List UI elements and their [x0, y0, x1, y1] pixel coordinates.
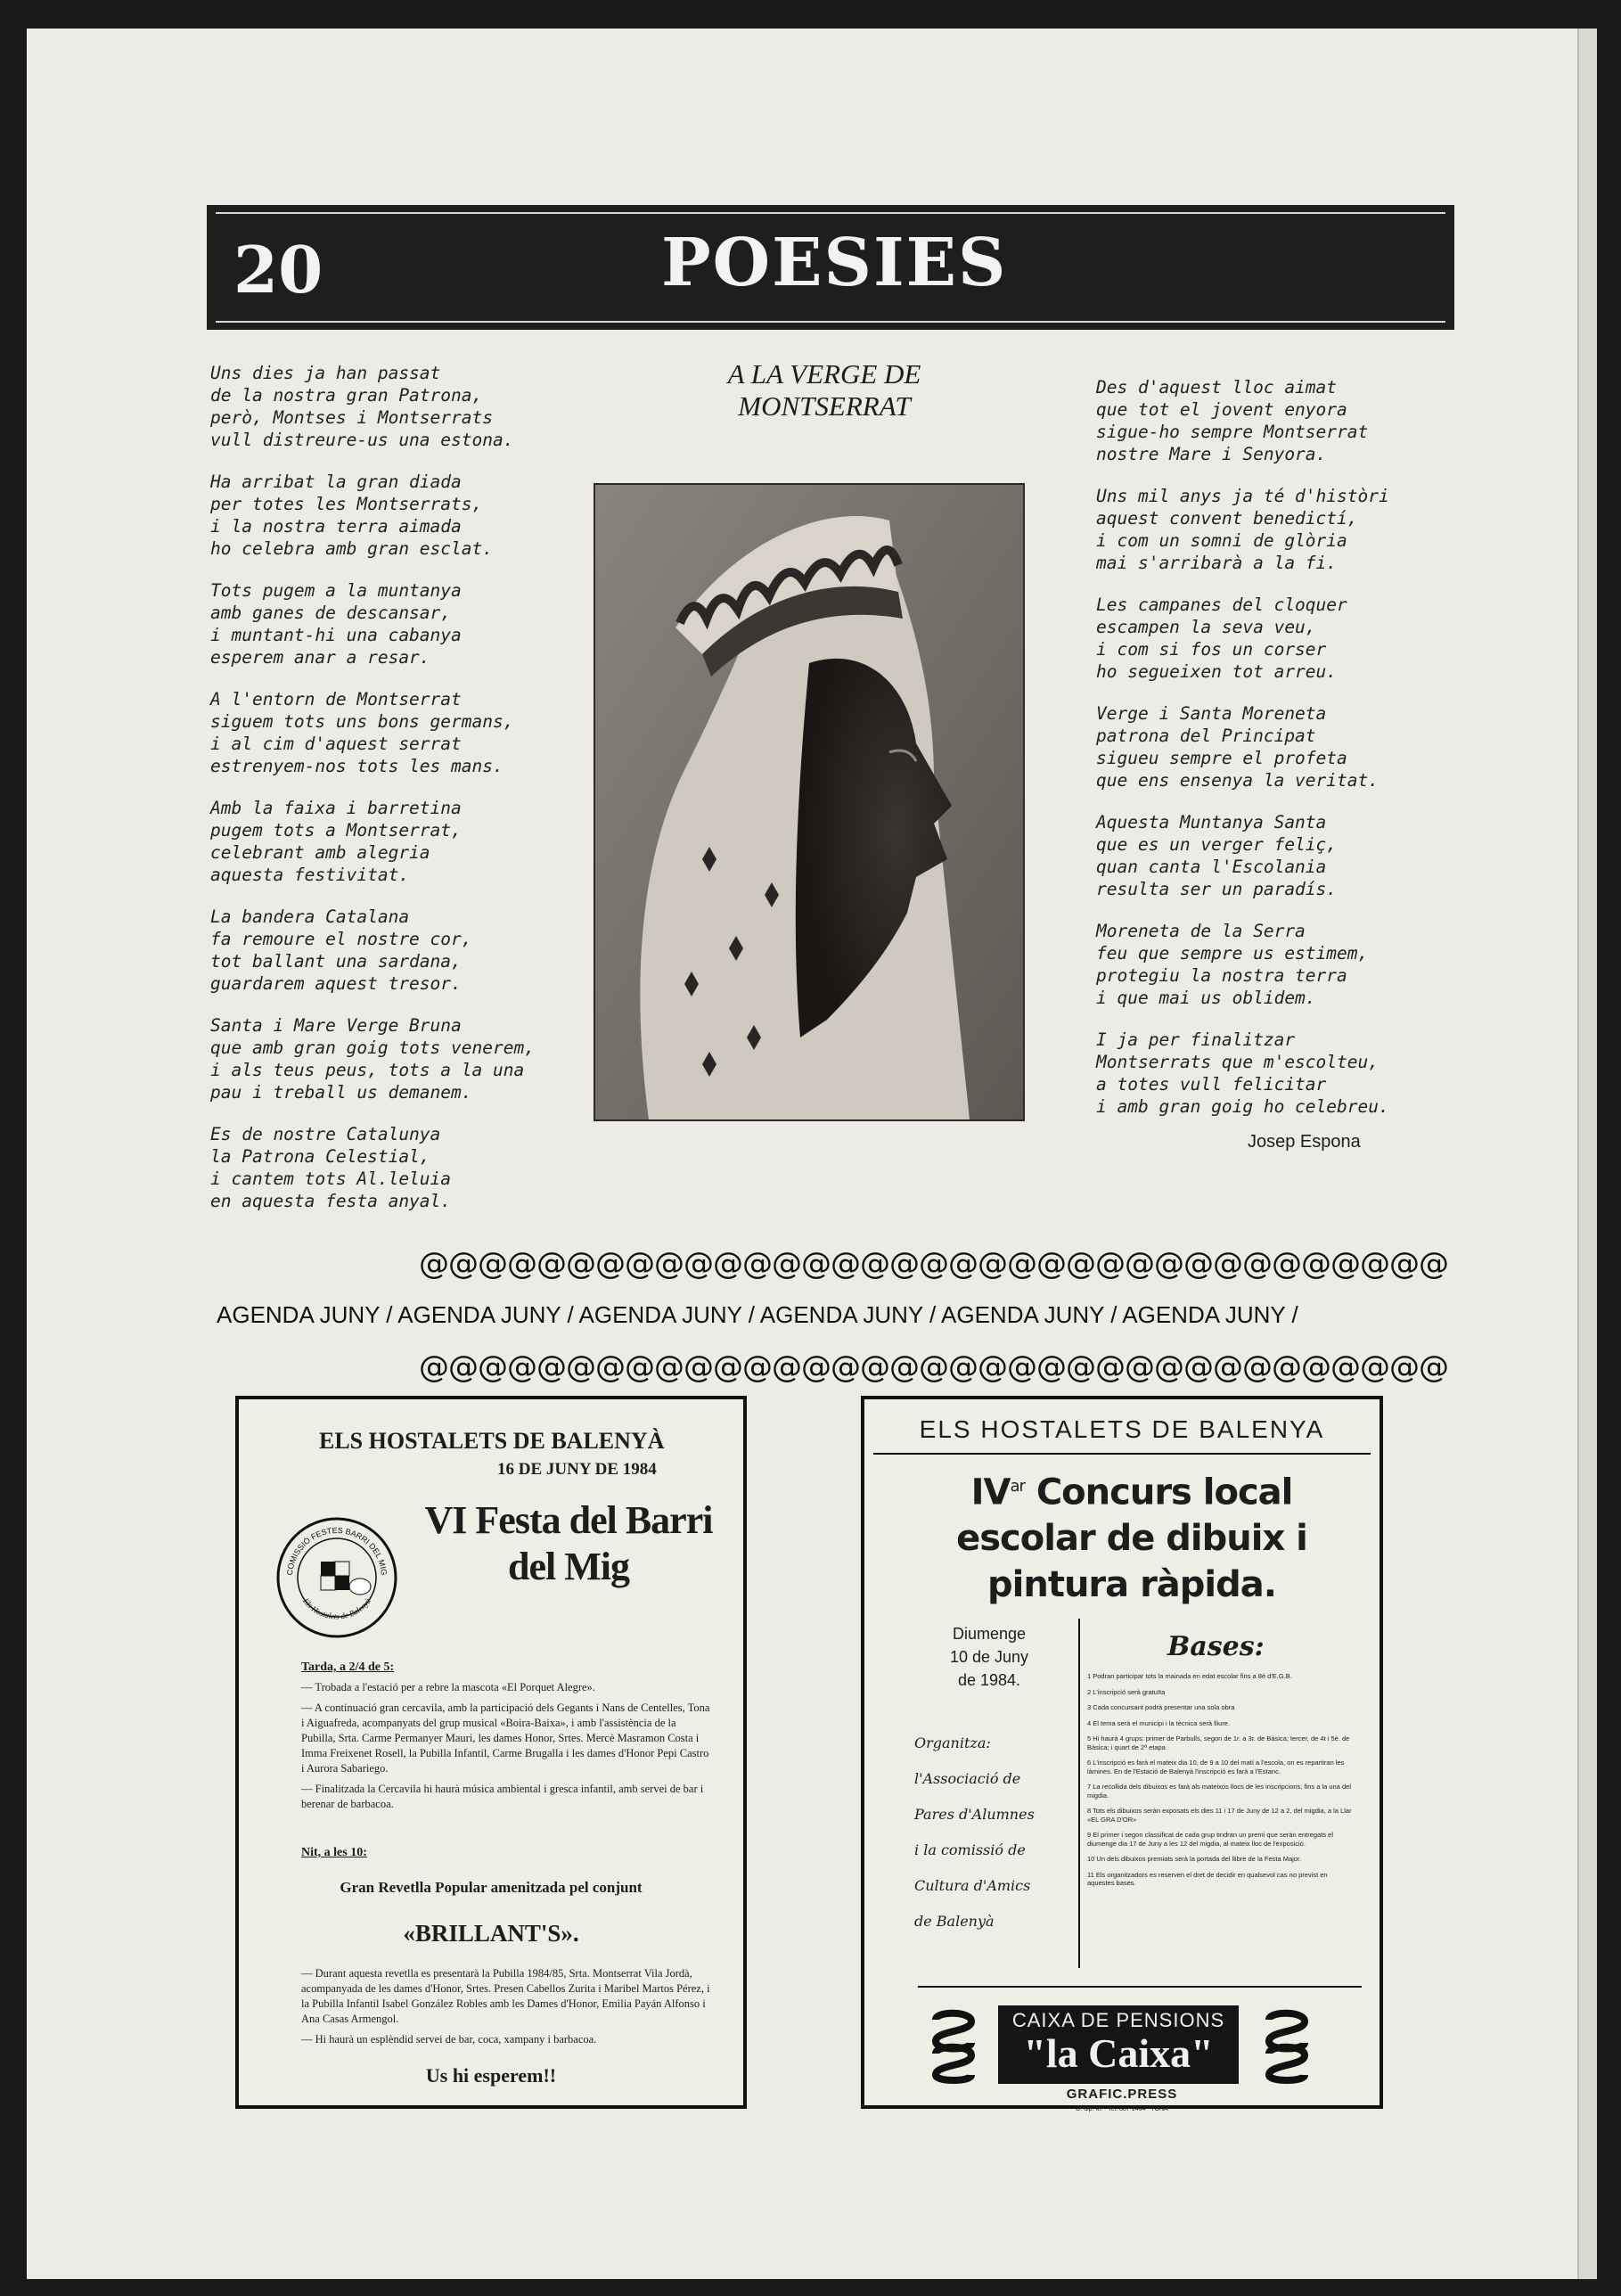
organizer-line: l'Associació de [914, 1770, 1021, 1787]
base-rule: 6 L'inscripció es farà el mateix dia 10, de 9 a 10 del matí a l'escola, on es repartiran les làmines. En de l'Estació de Balenyà l'inscripció es farà a l'Estanc. [1087, 1759, 1345, 1775]
virgin-of-montserrat-photo [594, 483, 1025, 1121]
contest-ordinal: IV [970, 1472, 1011, 1513]
poster-title: VI Festa del Barri del Mig [424, 1498, 713, 1588]
date-line: de 1984. [957, 1671, 1021, 1689]
page-number: 20 [233, 232, 323, 308]
organizer-line: Pares d'Alumnes [914, 1806, 1035, 1823]
contest-title [909, 1464, 1355, 1608]
night-item: — Hi haurà un esplèndid servei de bar, coca, xampany i barbacoa. [301, 2033, 597, 2046]
contest-ordinal-suffix: ar [1010, 1477, 1025, 1496]
poster-town: ELS HOSTALETS DE BALENYA [919, 1415, 1325, 1443]
base-rule: 3 Cada concursant podrà presentar una sola obra [1087, 1703, 1235, 1711]
organizers [914, 1726, 1075, 1939]
contest-date [918, 1622, 1060, 1692]
night-event: Gran Revetlla Popular amenitzada pel conjunt [340, 1879, 643, 1896]
bank-name-big: "la Caixa" [1023, 2030, 1214, 2076]
poem-stanza: Ha arribat la gran diada per totes les Montserrats, i la nostra terra aimada ho celebra amb gran esclat. [210, 472, 493, 559]
date-line: 10 de Juny [949, 1648, 1029, 1666]
printer-credit: GRAFIC.PRESS [1066, 2087, 1178, 2102]
header-rule-bottom [216, 321, 1445, 323]
base-rule: 5 Hi haurà 4 grups: primer de Parbulls, segon de 1r. a 3r. de Bàsica; tercer, de 4t i 5è. de Bàsica; i quart de 2ª etapa [1087, 1734, 1350, 1751]
poem-right-column [1096, 376, 1453, 1137]
date-line: Diumenge [952, 1625, 1027, 1643]
poem-stanza: Uns dies ja han passat de la nostra gran Patrona, però, Montses i Montserrats vull distreure-us una estona. [210, 363, 514, 450]
poem-stanza: Les campanes del cloquer escampen la seva veu, i com si fos un corser ho segueixen tot arreu. [1096, 594, 1347, 682]
drawing-contest-poster [861, 1396, 1383, 2112]
night-item: — Durant aquesta revetlla es presentarà la Pubilla 1984/85, Srta. Montserrat Vila Jordà, acompanyada de les dames d'Honor, Srtes. Presen Cabellos Zurita i Maribel Martos Pérez, i la Pubilla Infantil Isabel González Robles amb les Dames d'Honor, Emilia Payán Alfonso i Ana Casas Armengol. [301, 1967, 710, 2025]
next-page-edge [1577, 29, 1597, 2279]
poster-town: ELS HOSTALETS DE BALENYÀ [319, 1428, 665, 1454]
agenda-strip: AGENDA JUNY / AGENDA JUNY / AGENDA JUNY / AGENDA JUNY / AGENDA JUNY / AGENDA JUNY / [217, 1301, 1298, 1328]
svg-text:Els Hostalets de Balenyà: Els Hostalets de Balenyà [301, 1596, 373, 1621]
poster-divider [1078, 1619, 1080, 1968]
festa-barri-poster [235, 1396, 747, 2109]
poem-stanza: A l'entorn de Montserrat siguem tots uns bons germans, i al cim d'aquest serrat estrenyem-nos tots les mans. [210, 689, 514, 776]
poem-author: Josep Espona [1248, 1132, 1361, 1152]
base-rule: 10 Un dels dibuixos premiats serà la portada del llibre de la Festa Major. [1087, 1855, 1302, 1863]
base-rule: 7 La recollida dels dibuixos es farà als mateixos llocs de les inscripcions, fins a la una del migdia. [1087, 1783, 1351, 1800]
poem-stanza: Verge i Santa Moreneta patrona del Principat sigueu sempre el profeta que ens ensenya la veritat. [1096, 703, 1379, 791]
organizer-line: de Balenyà [914, 1913, 995, 1930]
afternoon-item: — Finalitzada la Cercavila hi haurà música ambiental i gresca infantil, amb servei de bar i berenar de barbacoa. [301, 1783, 704, 1810]
poem-stanza: La bandera Catalana fa remoure el nostre cor, tot ballant una sardana, guardarem aquest tresor. [210, 906, 472, 994]
base-rule: 1 Podran participar tots la mainada en edat escolar fins a 8è d'E.G.B. [1087, 1672, 1292, 1680]
poster-divider [918, 1986, 1362, 1988]
organizer-line: Organitza: [914, 1734, 991, 1751]
poem-stanza: I ja per finalitzar Montserrats que m'escolteu, a totes vull felicitar i amb gran goig ho celebreu. [1096, 1029, 1389, 1117]
base-rule: 4 El tema serà el municipi i la tècnica serà lliure. [1087, 1718, 1231, 1727]
caixa-logo-right-icon [1260, 2011, 1314, 2082]
organizer-line: Cultura d'Amics [914, 1877, 1031, 1894]
afternoon-item: — A continuació gran cercavila, amb la participació dels Gegants i Nans de Centelles, Tona i Aiguafreda, acompanyats del grup musical «Boira-Baixa», i amb l'assistència de la Pubilla, Srta. Carme Permanyer Mauri, les dames Honor, Srtes. Mercè Masramon Costa i Imma Freixenet Rosell, la Pubilla Infantil, Carme Brugalla i les dames d'Honor Pepi Castro i Aurora Sabariego. [301, 1702, 710, 1775]
commission-seal-icon [274, 1515, 399, 1640]
night-section [301, 1845, 711, 1860]
ornament-border-bottom: @@@@@@@@@@@@@@@@@@@@@@@@@@@@@@@@@@@ [419, 1349, 1448, 1385]
poster-divider [873, 1453, 1371, 1455]
base-rule: 9 El primer i segon classificat de cada grup tindran un premi que seràn entregats el diumenge dia 17 de Juny a les 12 del migdia, al mateix lloc de l'exposició. [1087, 1831, 1333, 1848]
afternoon-heading: Tarda, a 2/4 de 5: [301, 1660, 395, 1674]
base-rule: 11 Els organitzadors es reserven el dret de decidir en qualsevol cas no previst en aquestes bases. [1087, 1870, 1328, 1887]
afternoon-item: — Trobada a l'estació per a rebre la mascota «El Porquet Alegre». [301, 1681, 595, 1693]
base-rule: 2 L'inscripció serà gratuïta [1087, 1687, 1166, 1696]
ornament-border-top: @@@@@@@@@@@@@@@@@@@@@@@@@@@@@@@@@@@ [419, 1246, 1448, 1282]
bases-list [1087, 1672, 1355, 1895]
poem-stanza: Amb la faixa i barretina pugem tots a Montserrat, celebrant amb alegria aquesta festivitat. [210, 798, 462, 885]
poem-stanza: Tots pugem a la muntanya amb ganes de descansar, i muntant-hi una cabanya esperem anar a resar. [210, 580, 462, 668]
page-header [207, 205, 1454, 330]
caixa-banner [998, 2005, 1239, 2084]
newspaper-page [27, 29, 1591, 2279]
bases-title: Bases: [1167, 1631, 1265, 1662]
afternoon-section [301, 1660, 711, 1812]
poem-stanza: Uns mil anys ja té d'històri aquest convent benedictí, i com un somni de glòria mai s'arribarà a la fi. [1096, 486, 1389, 573]
poem-stanza: Santa i Mare Verge Bruna que amb gran goig tots venerem, i als teus peus, tots a la una pau i treball us demanem. [210, 1015, 535, 1103]
poster-date: 16 DE JUNY DE 1984 [497, 1460, 657, 1479]
contest-title-text: Concurs local escolar de dibuix i pintura ràpida. [956, 1472, 1307, 1606]
night-details [301, 1966, 711, 2047]
poem-title: A LA VERGE DE MONTSERRAT [727, 358, 921, 422]
virgin-portrait-image [595, 485, 1023, 1119]
caixa-logo-left-icon [927, 2011, 980, 2082]
base-rule: 8 Tots els dibuixos seràn exposats els dies 11 i 17 de Juny de 12 a 2, del migdia, a la Llar «EL GRA D'OR» [1087, 1807, 1352, 1824]
section-title: POESIES [661, 225, 1008, 301]
header-rule-top [216, 212, 1445, 214]
poem-stanza: Es de nostre Catalunya la Patrona Celestial, i cantem tots Al.leluia en aquesta festa anyal. [210, 1124, 452, 1211]
night-heading: Nit, a les 10: [301, 1846, 367, 1859]
svg-text:COMISSIÓ FESTES BARRI DEL MIG: COMISSIÓ FESTES BARRI DEL MIG [285, 1525, 389, 1576]
printer-details: D. dip. M. - Tel. 887 1464 - TONA [1076, 2106, 1168, 2112]
bank-name-small: CAIXA DE PENSIONS [1011, 2009, 1225, 2031]
poster-closing: Us hi esperem!! [425, 2064, 557, 2087]
poem-left-column [210, 362, 567, 1232]
organizer-line: i la comissió de [914, 1841, 1026, 1858]
band-name: «BRILLANT'S». [403, 1920, 579, 1947]
poem-stanza: Des d'aquest lloc aimat que tot el jovent enyora sigue-ho sempre Montserrat nostre Mare i Senyora. [1096, 377, 1369, 464]
poem-stanza: Aquesta Muntanya Santa que es un verger feliç, quan canta l'Escolania resulta ser un paradís. [1096, 812, 1338, 899]
poem-stanza: Moreneta de la Serra feu que sempre us estimem, protegiu la nostra terra i que mai us oblidem. [1096, 921, 1369, 1008]
